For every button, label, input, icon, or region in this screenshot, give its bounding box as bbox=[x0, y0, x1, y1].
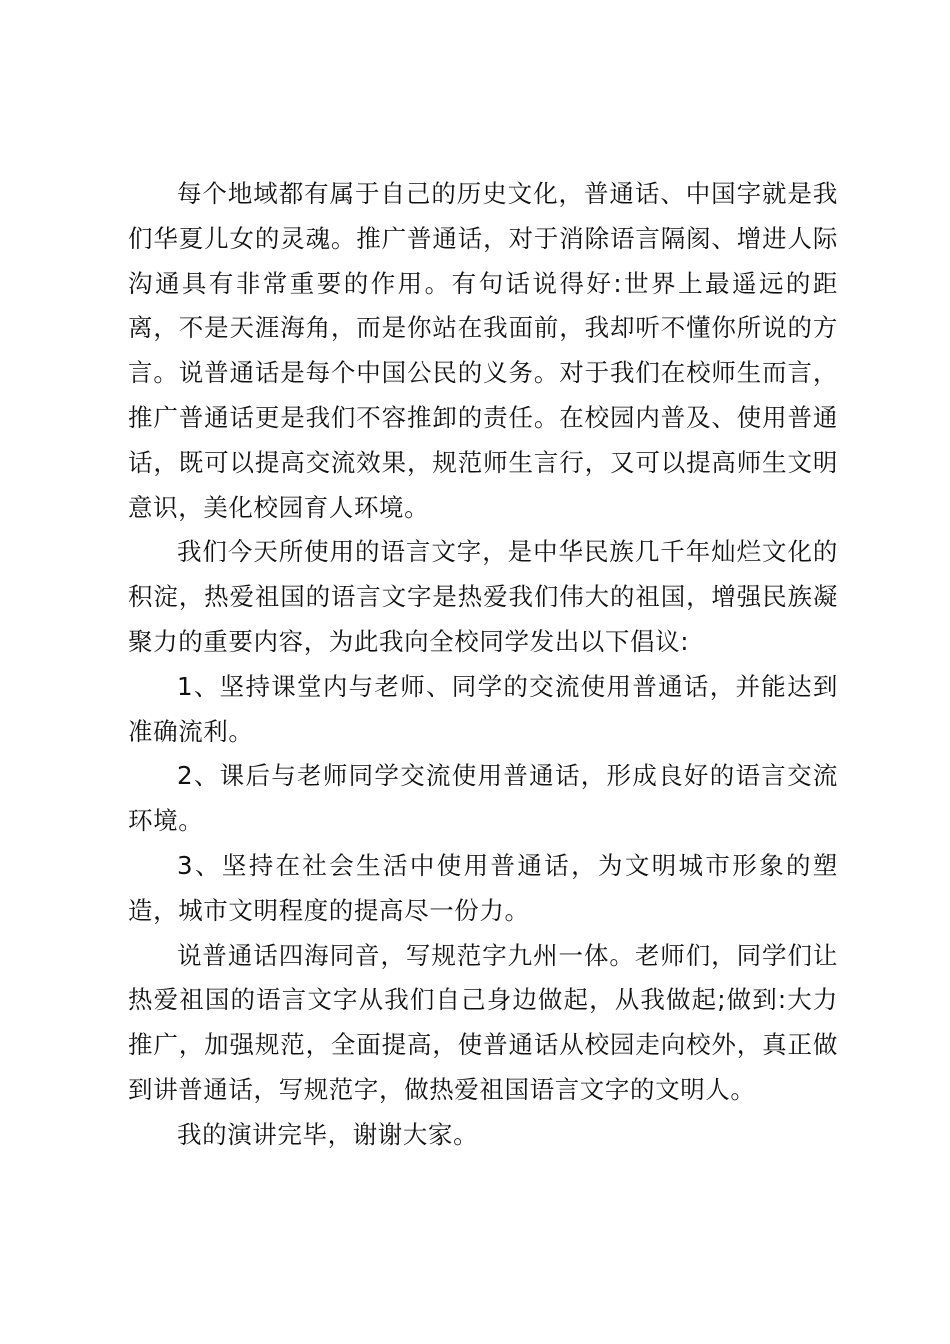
paragraph-item-1: 1、坚持课堂内与老师、同学的交流使用普通话，并能达到准确流利。 bbox=[128, 671, 838, 746]
paragraph-appeal: 说普通话四海同音，写规范字九州一体。老师们，同学们让热爱祖国的语言文字从我们自己身边做起，从我做起;做到:大力推广，加强规范，全面提高，使普通话从校园走向校外，真正做到讲普通话，写规范字，做热爱祖国语言文字的文明人。 bbox=[128, 940, 838, 1104]
paragraph-item-2: 2、课后与老师同学交流使用普通话，形成良好的语言交流环境。 bbox=[128, 761, 838, 836]
paragraph-closing: 我的演讲完毕，谢谢大家。 bbox=[177, 1119, 479, 1149]
paragraph-proposal: 我们今天所使用的语言文字，是中华民族几千年灿烂文化的积淀，热爱祖国的语言文字是热爱我们伟大的祖国，增强民族凝聚力的重要内容，为此我向全校同学发出以下倡议: bbox=[128, 537, 838, 656]
paragraph-intro: 每个地域都有属于自己的历史文化，普通话、中国字就是我们华夏儿女的灵魂。推广普通话，对于消除语言隔阂、增进人际沟通具有非常重要的作用。有句话说得好:世界上最遥远的距离，不是天涯海角，而是你站在我面前，我却听不懂你所说的方言。说普通话是每个中国公民的义务。对于我们在校师生而言，推广普通话更是我们不容推卸的责任。在校园内普及、使用普通话，既可以提高交流效果，规范师生言行，又可以提高师生文明意识，美化校园育人环境。 bbox=[128, 179, 838, 522]
paragraph-item-3: 3、坚持在社会生活中使用普通话，为文明城市形象的塑造，城市文明程度的提高尽一份力。 bbox=[128, 850, 838, 925]
document-body bbox=[128, 172, 838, 1158]
